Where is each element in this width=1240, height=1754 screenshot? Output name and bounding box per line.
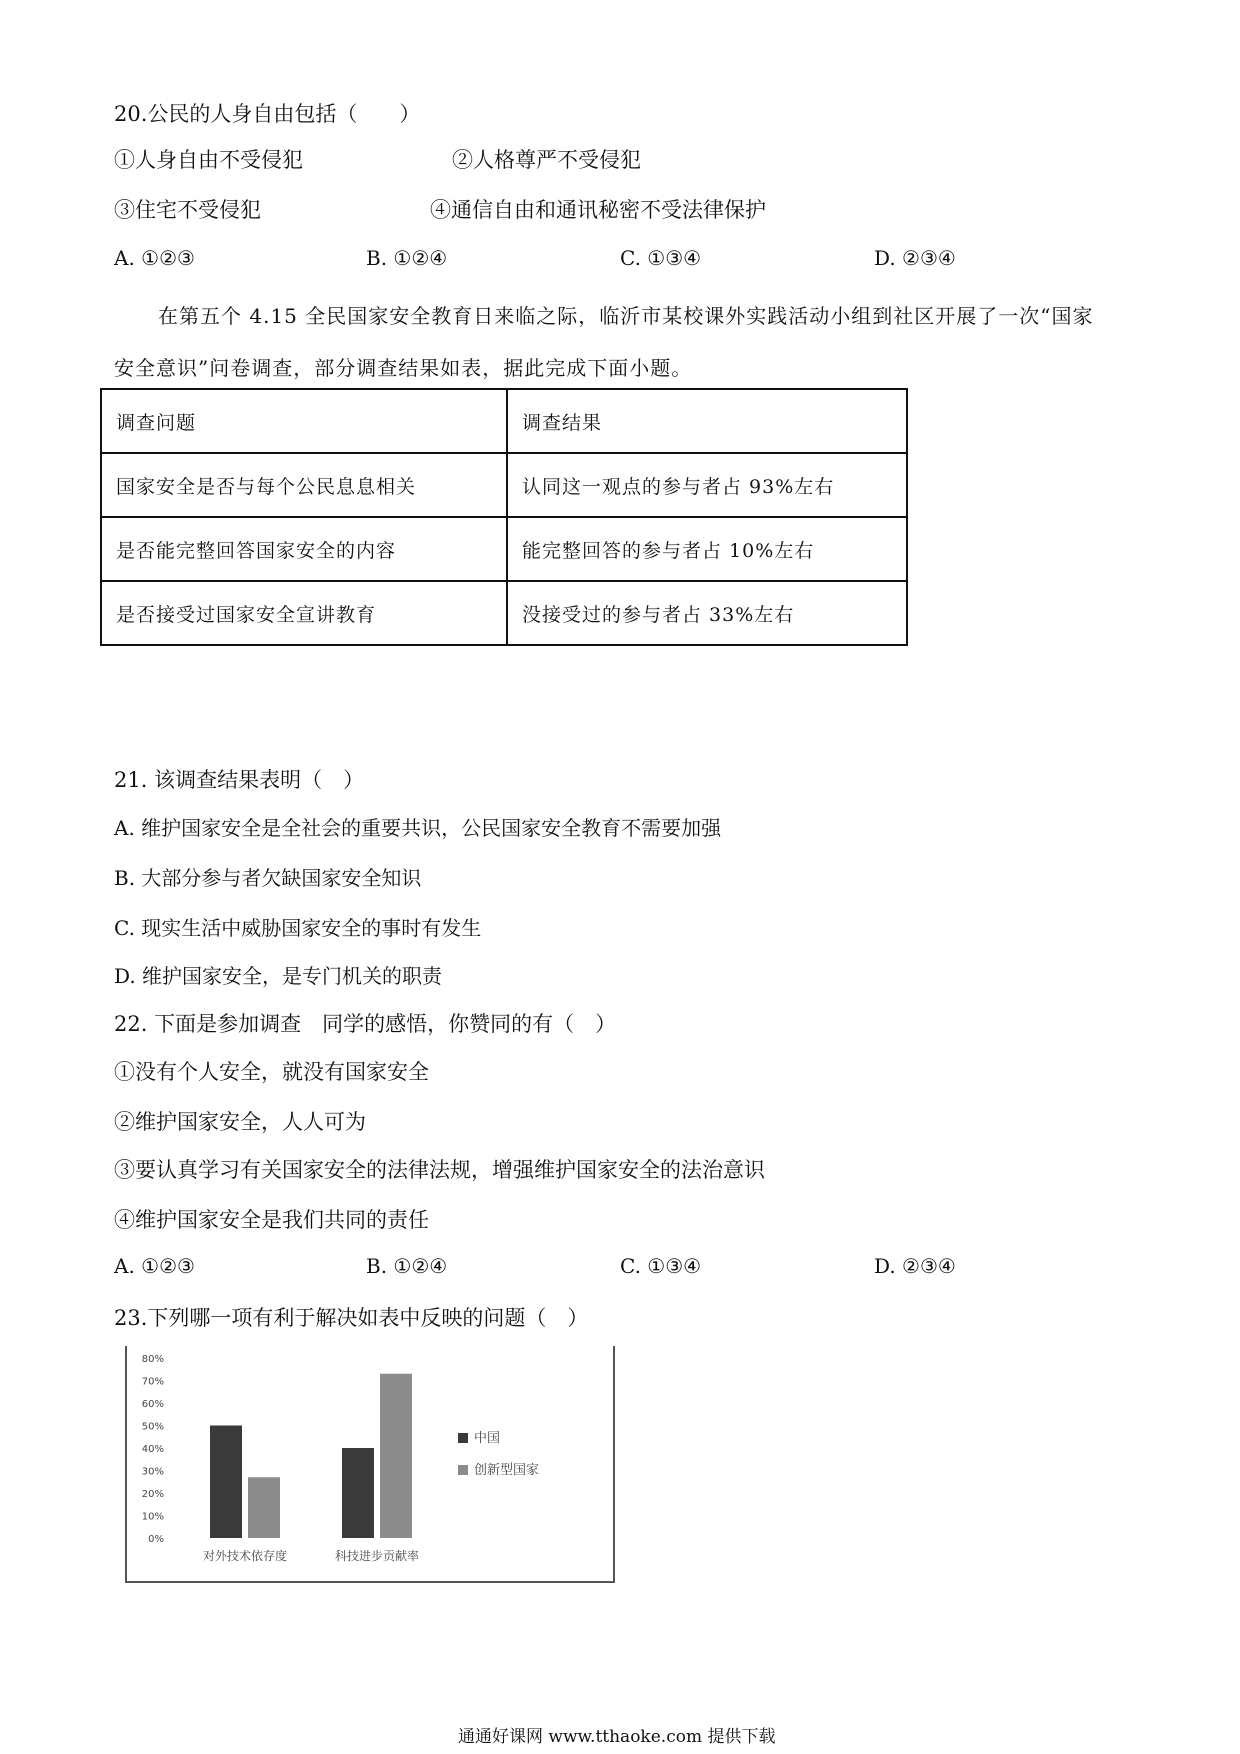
q23-stem: 23.下列哪一项有利于解决如表中反映的问题（ ）	[114, 1306, 589, 1330]
intro-line-1: 在第五个 4.15 全民国家安全教育日来临之际，临沂市某校课外实践活动小组到社区开展了一次“国家	[158, 304, 1094, 328]
bar	[342, 1448, 374, 1538]
q22-item-1: ①没有个人安全，就没有国家安全	[114, 1060, 429, 1084]
table-header-row	[101, 389, 907, 453]
intro-line-2: 安全意识”问卷调查，部分调查结果如表，据此完成下面小题。	[114, 356, 693, 380]
y-tick-label: 30%	[141, 1466, 164, 1478]
table-cell-question: 是否接受过国家安全宣讲教育	[101, 581, 507, 645]
q20-option-b: B. ①②④	[366, 246, 448, 270]
y-tick-label: 10%	[141, 1511, 164, 1523]
survey-table	[100, 388, 908, 646]
y-tick-label: 50%	[141, 1421, 164, 1433]
q22-item-3: ③要认真学习有关国家安全的法律法规，增强维护国家安全的法治意识	[114, 1158, 765, 1182]
q21-stem: 21. 该调查结果表明（ ）	[114, 768, 365, 792]
q22-item-2: ②维护国家安全，人人可为	[114, 1110, 366, 1134]
q22-option-d: D. ②③④	[874, 1254, 956, 1278]
bar-chart-svg	[120, 1342, 620, 1587]
bar-chart	[120, 1342, 620, 1587]
table-cell-result: 认同这一观点的参与者占 93%左右	[507, 453, 907, 517]
bar	[248, 1477, 280, 1538]
y-tick-label: 80%	[141, 1354, 164, 1365]
table-cell-question: 是否能完整回答国家安全的内容	[101, 517, 507, 581]
table-row	[101, 517, 907, 581]
y-tick-label: 60%	[141, 1399, 164, 1410]
q21-option-b: B. 大部分参与者欠缺国家安全知识	[114, 866, 422, 890]
q20-option-a: A. ①②③	[114, 246, 195, 270]
legend-swatch	[458, 1433, 468, 1443]
q20-option-c: C. ①③④	[620, 246, 702, 270]
table-row	[101, 581, 907, 645]
q21-option-a: A. 维护国家安全是全社会的重要共识，公民国家安全教育不需要加强	[114, 816, 722, 840]
q22-option-a: A. ①②③	[114, 1254, 195, 1278]
y-tick-label: 40%	[141, 1444, 164, 1455]
legend-label: 中国	[474, 1431, 501, 1446]
table-header-result: 调查结果	[507, 389, 907, 453]
q20-item-1: ①人身自由不受侵犯	[114, 148, 303, 172]
legend-swatch	[458, 1465, 468, 1475]
footer-credit: 通通好课网 www.tthaoke.com 提供下载	[458, 1727, 776, 1747]
bar	[210, 1426, 242, 1539]
x-category-label: 科技进步贡献率	[334, 1549, 420, 1563]
y-tick-label: 0%	[148, 1534, 164, 1545]
q22-option-b: B. ①②④	[366, 1254, 448, 1278]
q20-option-d: D. ②③④	[874, 246, 956, 270]
y-tick-label: 70%	[141, 1376, 164, 1388]
table-cell-result: 能完整回答的参与者占 10%左右	[507, 517, 907, 581]
x-category-label: 对外技术依存度	[202, 1549, 288, 1563]
table-cell-result: 没接受过的参与者占 33%左右	[507, 581, 907, 645]
q20-item-2: ②人格尊严不受侵犯	[452, 148, 641, 172]
q22-stem: 22. 下面是参加调查 同学的感悟，你赞同的有（ ）	[114, 1012, 617, 1036]
q20-item-3: ③住宅不受侵犯	[114, 198, 261, 222]
table-row	[101, 453, 907, 517]
q21-option-c: C. 现实生活中威胁国家安全的事时有发生	[114, 916, 482, 940]
table-cell-question: 国家安全是否与每个公民息息相关	[101, 453, 507, 517]
table-header-question: 调查问题	[101, 389, 507, 453]
y-tick-label: 20%	[141, 1489, 164, 1500]
bar	[380, 1374, 412, 1538]
q21-option-d: D. 维护国家安全，是专门机关的职责	[114, 964, 443, 988]
q20-stem: 20.公民的人身自由包括（ ）	[114, 102, 421, 126]
q22-item-4: ④维护国家安全是我们共同的责任	[114, 1208, 429, 1232]
q22-option-c: C. ①③④	[620, 1254, 702, 1278]
legend-label: 创新型国家	[474, 1463, 540, 1478]
q20-item-4: ④通信自由和通讯秘密不受法律保护	[430, 198, 766, 222]
